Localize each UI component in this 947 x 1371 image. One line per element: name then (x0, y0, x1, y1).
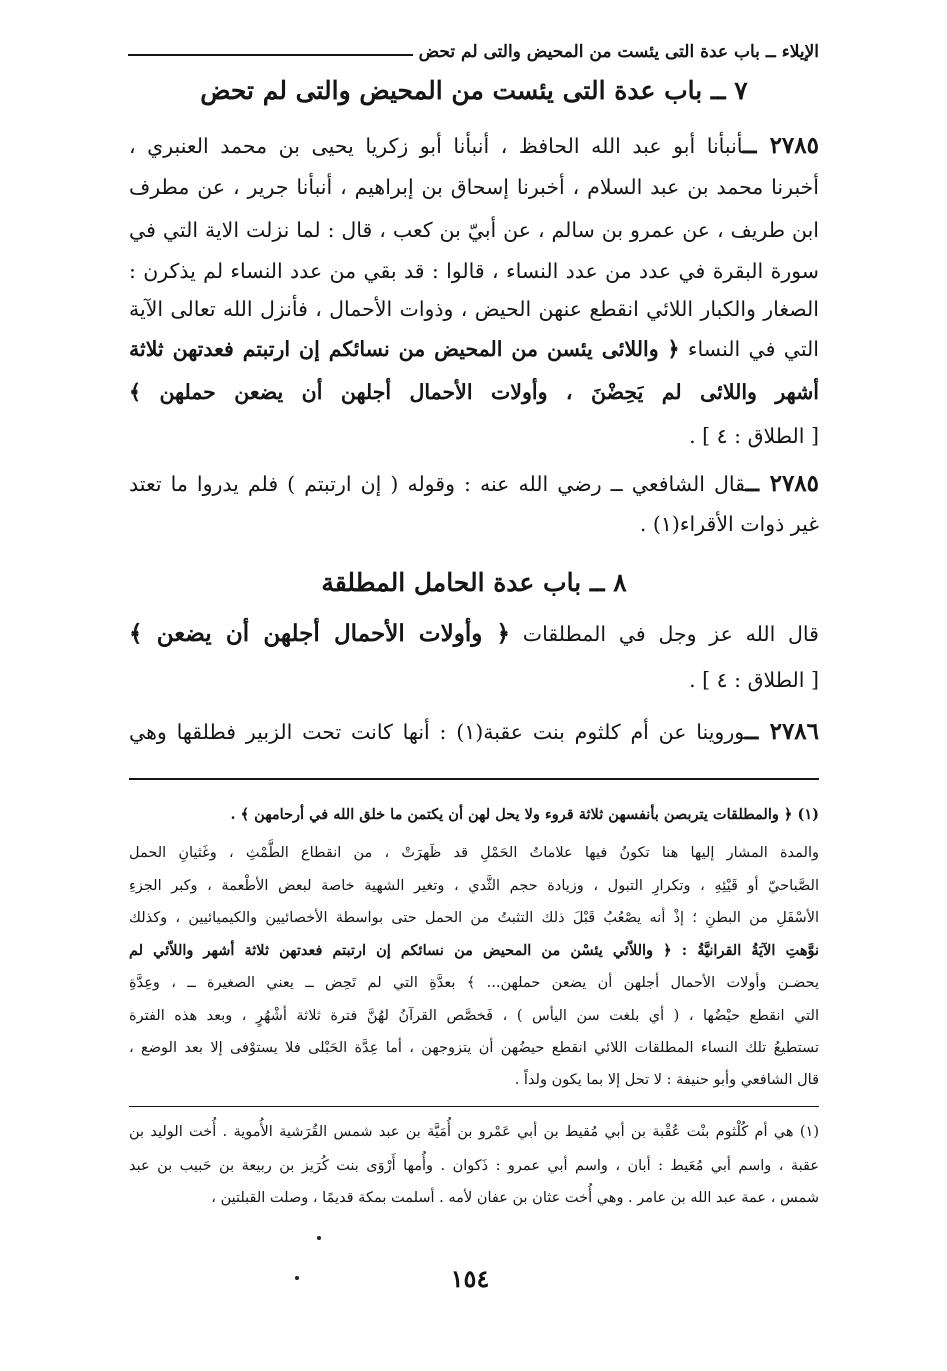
footnote-1-line-2: والمدة المشار إليها هنا تكونُ فيها علاماتُ الحَمْلِ قد ظَهرَتْ ، من انقطاع الطَّمْثِ ، وغَثيانِ الحمل (129, 845, 819, 861)
footnote-1-line-1: (١) ﴿ والمطلقات يتربصن بأنفسهن ثلاثة قروء ولا يحل لهن أن يكتمن ما خلق الله في أرحامهن ﴾ . (230, 806, 819, 823)
hadith-number: ٢٧٨٥ ــ (745, 470, 820, 497)
footnote-2-line-3: شمس ، عمة عبد الله بن عامر . وهي أُخت عثان بن عفان لأمه . أسلمت بمكة قديمًا ، وصلت القبلتين ، (211, 1190, 819, 1206)
footnote-1-line-5: نوَّهتِ الآيَةُ القرانيَّةُ : ﴿ واللاّئي يئسْن من المحيض من نسائكم إن ارتبتم فعدتهن ثلاثة أشهر واللاّئي لم (129, 942, 819, 959)
page-number: ١٥٤ (450, 1264, 490, 1293)
footnote-2-line-2: عقبة ، واسم أبي مُعَيط : أبان ، واسم أبي عمرو : ذَكوان . وأُمها أَرْوَى بنت كُرَيز بن ربيعة بن حَبيب بن عبد (129, 1158, 819, 1174)
footnote-1-line-6: يحضـن وأولات الأحمال أجلهن أن يضعن حملهن... ﴾ بعدَّةِ التي لم تَحِض ــ يعني الصغيرة ــ ، وعِدَّةِ (129, 975, 819, 991)
header-rule (128, 54, 413, 56)
footnote-1-line-7: التي انقطع حيْضُها ، ( أي بلغت سن اليأس ) ، فَخصَّص القرآنُ لهُنَّ فترة ثلاثة أشْهُرٍ ، وبعد هذه الفترة (129, 1008, 819, 1024)
hadith-2785-line-4: سورة البقرة في عدد من عدد النساء ، قالوا : قد بقي من عدد النساء لم يذكرن : (129, 259, 819, 283)
quran-verse: ﴿ وأولات الأحمال أجلهن أن يضعن ﴾ (129, 620, 511, 647)
footnote-divider (129, 1106, 819, 1107)
footnote-1-line-4: الأسْفَلِ من البطنِ ؛ إذْ أنه يصْعُبُ قَبْلَ ذلك التثبتُ من الحمل حتى بواسطة الأخصائيين والكيميائيين ، وكذلك (129, 910, 819, 926)
hadith-2785b-line-2: غير ذوات الأقراء(١) . (639, 512, 819, 536)
section-8-intro: قال الله عز وجل في المطلقات ﴿ وأولات الأحمال أجلهن أن يضعن ﴾ (129, 620, 819, 647)
hadith-number: ٢٧٨٦ ــ (744, 718, 820, 745)
scan-speck (295, 1276, 299, 1280)
scan-speck (317, 1236, 321, 1240)
running-header: الإيلاء ــ باب عدة التى يئست من المحيض والتى لم تحض (418, 42, 819, 62)
verse-reference: [ الطلاق : ٤ ] . (689, 668, 819, 692)
footnote-1-line-3: الصَّباحيّ أو قَيْئِهِ ، وتكرارِ التبول ، وزيادة حجم الثَّدي ، وتغير الشهية خاصة لبعض الأطْعمة ، وكبر الجزءِ (129, 878, 819, 894)
footnote-1-line-8: تستطيعُ تلك النساء المطلقات اللائي انقطع حيضُهن أن يتزوجهن ، أما عِدَّة الحَبْلى فلا يستوْفى إلا بعد الوضع ، (129, 1040, 819, 1056)
hadith-2785-line-2: أخبرنا محمد بن عبد السلام ، أخبرنا إسحاق بن إبراهيم ، أنبأنا جرير ، عن مطرف (129, 175, 819, 199)
hadith-2785-line-3: ابن طريف ، عن عمرو بن سالم ، عن أبيّ بن كعب ، قال : لما نزلت الاية التي في (129, 218, 819, 242)
footnote-separator (129, 778, 819, 780)
footnote-1-line-9: قال الشافعي وأبو حنيفة : لا تحل إلا بما يكون ولداً . (514, 1072, 819, 1088)
footnote-2-line-1: (١) هي أم كُلْثوم بنْت عُقْبة بن أبي مُقيط بن أبي عَمْرو بن أُمَيَّة بن عبد شمس القُرَشية الأُموية . أُخت الوليد بن (129, 1124, 819, 1140)
hadith-2785-line-1: ٢٧٨٥ ــأنبأنا أبو عبد الله الحافظ ، أنبأنا أبو زكريا يحيى بن محمد العنبري ، (129, 132, 819, 159)
hadith-2785-line-5: الصغار والكبار اللائي انقطع عنهن الحيض ، وذوات الأحمال ، فأنزل الله تعالى الآية (129, 297, 819, 321)
quran-verse: ﴿ واللائى يئسن من المحيض من نسائكم إن ارتبتم فعدتهن ثلاثة (129, 337, 680, 361)
hadith-2786-line-1: ٢٧٨٦ ــوروينا عن أم كلثوم بنت عقبة(١) : أنها كانت تحت الزبير فطلقها وهي (129, 718, 820, 745)
section-8-title: ٨ ــ باب عدة الحامل المطلقة (321, 568, 627, 597)
quran-verse-cont: أشهر واللائى لم يَحِضْنَ ، وأولات الأحمال أجلهن أن يضعن حملهن ﴾ (129, 380, 819, 404)
hadith-number: ٢٧٨٥ ــ (743, 132, 819, 159)
hadith-2785-line-6: التي في النساء ﴿ واللائى يئسن من المحيض من نسائكم إن ارتبتم فعدتهن ثلاثة (129, 337, 819, 361)
verse-reference: [ الطلاق : ٤ ] . (689, 424, 819, 448)
section-7-title: ٧ ــ باب عدة التى يئست من المحيض والتى لم تحض (200, 76, 748, 105)
hadith-2785b-line-1: ٢٧٨٥ ــقال الشافعي ــ رضي الله عنه : وقوله ( إن ارتبتم ) فلم يدروا ما تعتد (129, 470, 820, 497)
